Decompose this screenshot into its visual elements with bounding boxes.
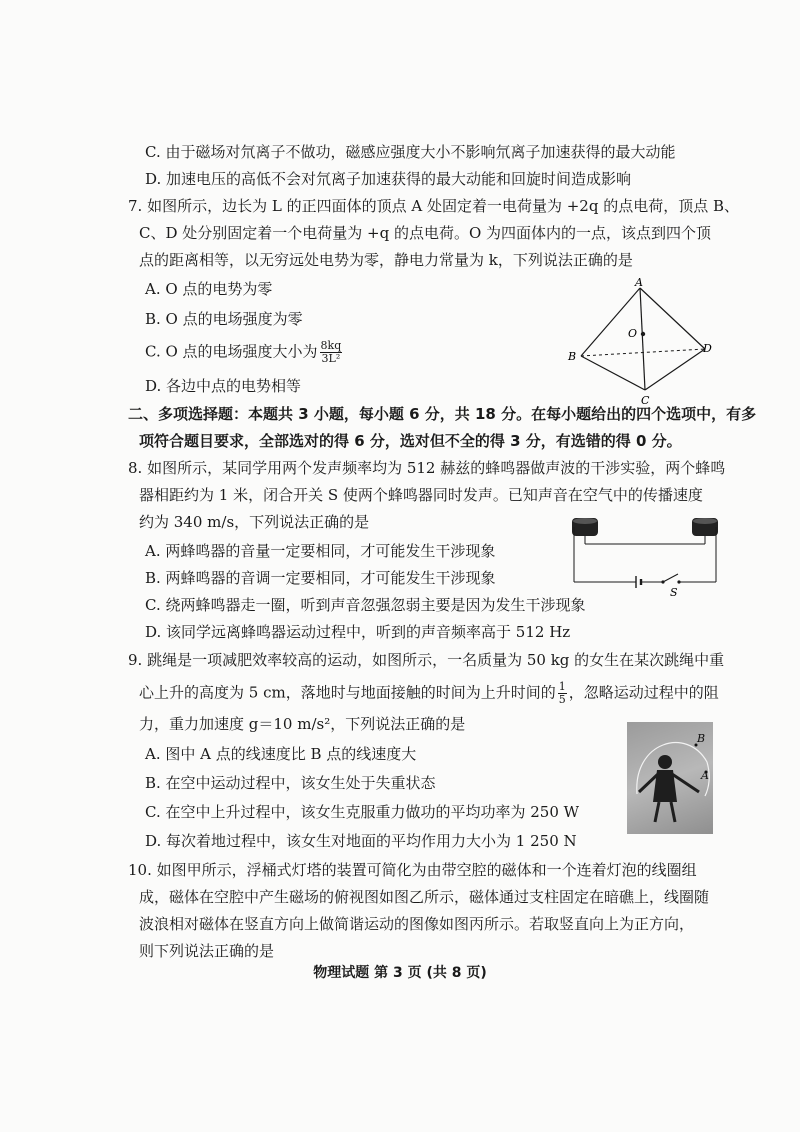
label-a: A [635,276,643,289]
q9-fraction-numerator: 1 [558,680,566,693]
label-s: S [670,586,678,598]
point-o [641,332,645,336]
q9-option-a: A. 图中 A 点的线速度比 B 点的线速度大 [145,745,417,763]
q9-stem-line2 [139,681,719,706]
q7-option-b: B. O 点的电场强度为零 [145,310,303,328]
buzzer-left-top [573,518,597,524]
q10-stem-line3: 波浪相对磁体在竖直方向上做简谐运动的图像如图丙所示。若取竖直向上为正方向， [139,915,695,933]
label-b: B [697,732,706,745]
edge-ab [581,288,640,356]
label-d: D [703,342,712,355]
q9-option-c: C. 在空中上升过程中，该女生克服重力做功的平均功率为 250 W [145,803,580,821]
q7-stem-line3: 点的距离相等，以无穷远处电势为零，静电力常量为 k，下列说法正确的是 [139,251,633,269]
q8-option-c: C. 绕两蜂鸣器走一圈，听到声音忽强忽弱主要是因为发生干涉现象 [145,596,586,614]
girl-right-leg [671,802,675,822]
q7-tetrahedron-figure [565,276,715,422]
q9-stem-line2-suffix: ，忽略运动过程中的阻 [568,683,719,702]
q7-option-c-text: C. O 点的电场强度大小为 [145,342,318,361]
girl-head [658,755,672,769]
label-b: B [568,350,577,363]
switch-lever [663,574,678,582]
q9-stem-line1: 9. 跳绳是一项减肥效率较高的运动，如图所示，一名质量为 50 kg 的女生在某次跳绳中重 [128,651,725,669]
edge-ad [640,288,705,349]
edge-dc [645,349,705,390]
q8-stem-line2: 器相距约为 1 米，闭合开关 S 使两个蜂鸣器同时发声。已知声音在空气中的传播速度 [139,486,703,504]
q7-stem-line2: C、D 处分别固定着一个电荷量为 +q 的点电荷。O 为四面体内的一点，该点到四个顶 [139,224,712,242]
edge-ac [640,288,645,390]
q9-stem-line2-text: 心上升的高度为 5 cm，落地时与地面接触的时间为上升时间的 [139,683,556,702]
q7-option-c-denominator: 3L² [321,352,341,365]
q6-option-c: C. 由于磁场对氘离子不做功，磁感应强度大小不影响氘离子加速获得的最大动能 [145,143,676,161]
q8-stem-line3: 约为 340 m/s，下列说法正确的是 [139,513,370,531]
q7-option-d: D. 各边中点的电势相等 [145,377,302,395]
q7-option-c [145,340,344,365]
section2-header-line1: 二、多项选择题：本题共 3 小题，每小题 6 分，共 18 分。在每小题给出的四个选项中，有多 [128,405,757,423]
q7-stem-line1: 7. 如图所示，边长为 L 的正四面体的顶点 A 处固定着一电荷量为 +2q 的点电荷，顶点 B、 [128,197,739,215]
q8-stem-line1: 8. 如图所示，某同学用两个发声频率均为 512 赫兹的蜂鸣器做声波的干涉实验，两个蜂鸣 [128,459,726,477]
q9-option-d: D. 每次着地过程中，该女生对地面的平均作用力大小为 1 250 N [145,832,577,850]
q9-fraction-denominator: 5 [558,693,566,706]
q9-fraction [558,681,567,706]
q10-stem-line2: 成，磁体在空腔中产生磁场的俯视图如图乙所示，磁体通过支柱固定在暗礁上，线圈随 [139,888,710,906]
girl-right-arm [672,774,699,792]
q9-option-b: B. 在空中运动过程中，该女生处于失重状态 [145,774,436,792]
label-a: A [701,769,709,782]
q8-option-b: B. 两蜂鸣器的音调一定要相同，才可能发生干涉现象 [145,569,496,587]
jump-rope-drawing [627,722,713,834]
q7-option-c-fraction [320,340,343,365]
q9-jump-rope-photo [627,722,713,834]
q7-option-a: A. O 点的电势为零 [145,280,273,298]
q10-stem-line4: 则下列说法正确的是 [139,942,275,960]
q9-stem-line3: 力，重力加速度 g＝10 m/s²，下列说法正确的是 [139,715,466,733]
buzzer-right-top [693,518,717,524]
label-o: O [628,327,638,340]
q6-option-d: D. 加速电压的高低不会对氘离子加速获得的最大动能和回旋时间造成影响 [145,170,632,188]
page-footer: 物理试题 第 3 页 (共 8 页) [313,965,487,981]
section2-header-line2: 项符合题目要求，全部选对的得 6 分，选对但不全的得 3 分，有选错的得 0 分。 [139,432,682,450]
girl-left-leg [655,802,659,822]
q7-option-c-numerator: 8kq [320,339,342,352]
q8-circuit-figure [566,512,724,598]
edge-bc [581,356,645,390]
q8-option-a: A. 两蜂鸣器的音量一定要相同，才可能发生干涉现象 [145,542,496,560]
q8-option-d: D. 该同学远离蜂鸣器运动过程中，听到的声音频率高于 512 Hz [145,623,571,641]
label-c: C [641,394,650,407]
q10-stem-line1: 10. 如图甲所示，浮桶式灯塔的装置可简化为由带空腔的磁体和一个连着灯泡的线圈组 [128,861,697,879]
